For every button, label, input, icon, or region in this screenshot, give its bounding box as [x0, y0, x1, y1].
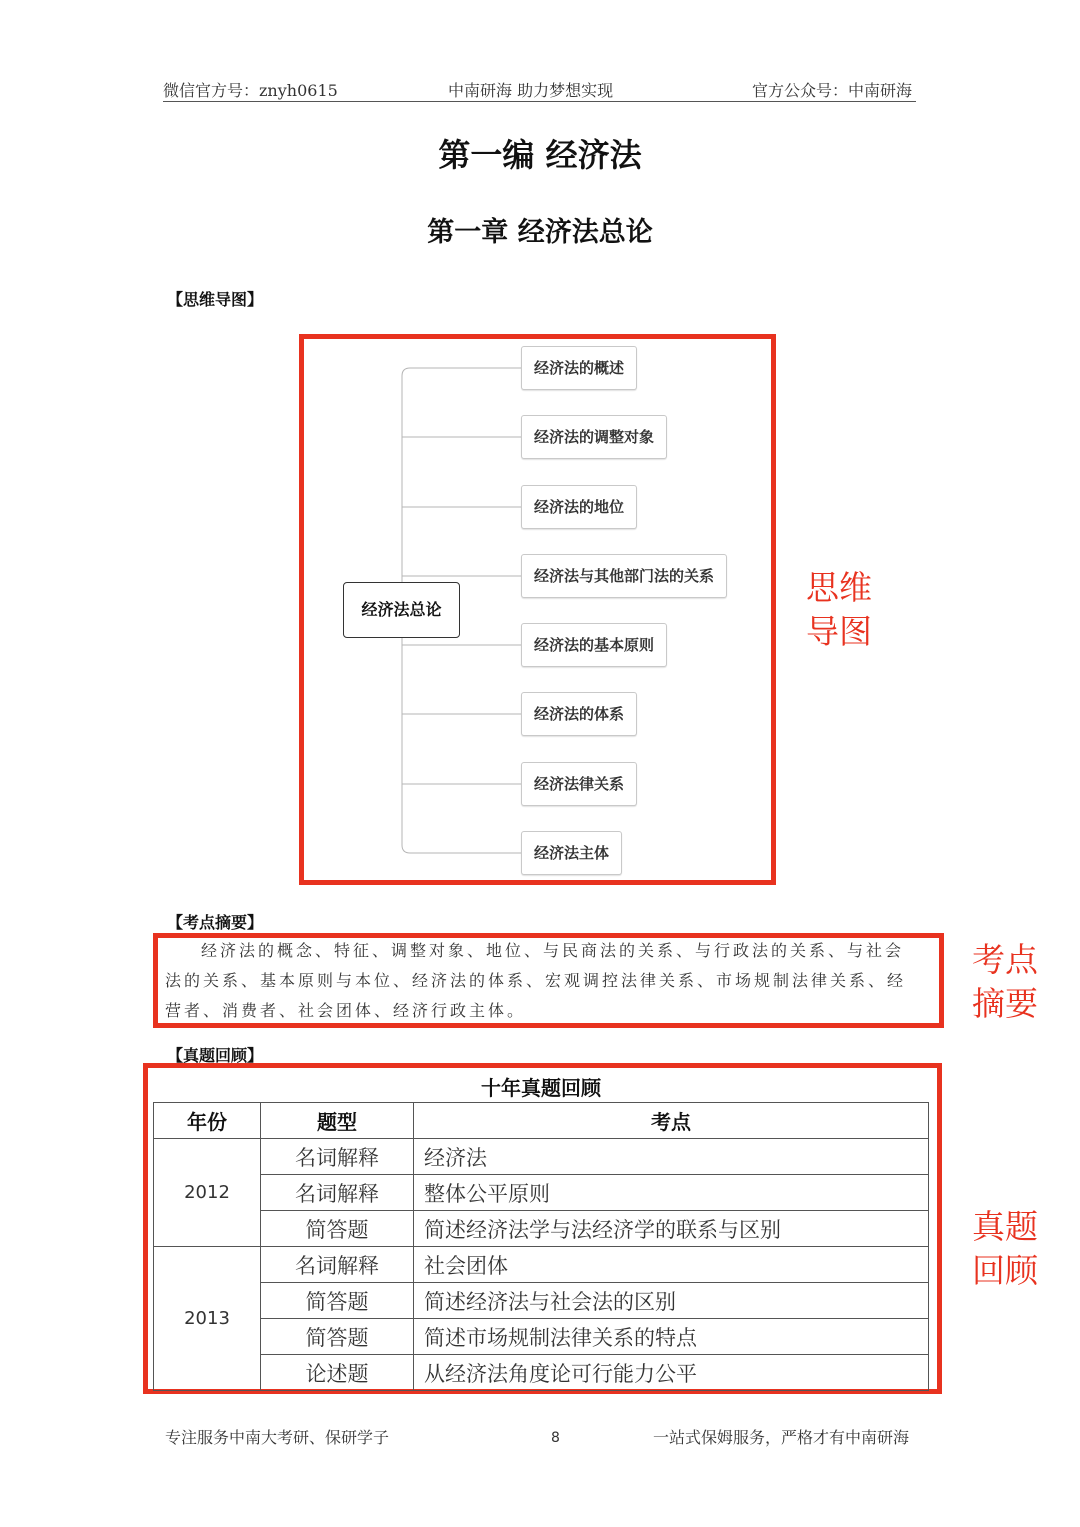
point-cell: 经济法 — [414, 1139, 929, 1175]
footer-right: 一站式保姆服务，严格才有中南研海 — [653, 1428, 910, 1447]
mindmap-node-status: 经济法的地位 — [521, 485, 637, 529]
annotation-mindmap-line1: 思维 — [806, 568, 872, 607]
table-row — [154, 1283, 929, 1319]
type-cell: 简答题 — [261, 1319, 414, 1355]
point-cell: 简述市场规制法律关系的特点 — [414, 1319, 929, 1355]
table-header-year: 年份 — [154, 1103, 261, 1139]
annotation-review — [972, 1205, 1038, 1293]
header-center: 中南研海 助力梦想实现 — [448, 81, 614, 100]
type-cell: 名词解释 — [261, 1139, 414, 1175]
type-cell: 名词解释 — [261, 1247, 414, 1283]
header-left: 微信官方号：znyh0615 — [163, 81, 338, 100]
mindmap-node-relations: 经济法与其他部门法的关系 — [521, 554, 727, 598]
summary-paragraph — [165, 936, 910, 1026]
annotation-review-line1: 真题 — [972, 1207, 1038, 1246]
type-cell: 简答题 — [261, 1283, 414, 1319]
section-mindmap-heading: 【思维导图】 — [167, 290, 264, 309]
table-row — [154, 1211, 929, 1247]
mindmap-node-system: 经济法的体系 — [521, 692, 637, 736]
chapter-title: 第一章 经济法总论 — [427, 217, 653, 248]
table-header-type: 题型 — [261, 1103, 414, 1139]
mindmap-node-objects: 经济法的调整对象 — [521, 415, 667, 459]
point-cell: 整体公平原则 — [414, 1175, 929, 1211]
table-row — [154, 1319, 929, 1355]
exam-review-table — [153, 1070, 929, 1391]
connector-8 — [402, 611, 521, 853]
annotation-mindmap-line2: 导图 — [806, 612, 872, 651]
point-cell: 简述经济法与社会法的区别 — [414, 1283, 929, 1319]
type-cell: 简答题 — [261, 1211, 414, 1247]
mindmap-node-overview: 经济法的概述 — [521, 346, 637, 390]
part-title: 第一编 经济法 — [438, 136, 642, 174]
annotation-review-line2: 回顾 — [972, 1251, 1038, 1290]
annotation-mindmap — [806, 566, 872, 654]
point-cell: 社会团体 — [414, 1247, 929, 1283]
point-cell: 从经济法角度论可行能力公平 — [414, 1355, 929, 1391]
type-cell: 论述题 — [261, 1355, 414, 1391]
section-summary-heading: 【考点摘要】 — [167, 913, 264, 932]
annotation-summary-line2: 摘要 — [972, 984, 1038, 1023]
point-cell: 简述经济法学与法经济学的联系与区别 — [414, 1211, 929, 1247]
connector-1 — [402, 368, 521, 611]
header-right: 官方公众号：中南研海 — [752, 81, 913, 100]
page-number: 8 — [551, 1430, 560, 1446]
year-cell: 2013 — [154, 1247, 261, 1391]
annotation-summary — [972, 938, 1038, 1026]
table-row — [154, 1175, 929, 1211]
table-row — [154, 1139, 929, 1175]
section-review-heading: 【真题回顾】 — [167, 1046, 264, 1065]
mindmap-node-subjects: 经济法主体 — [521, 831, 622, 875]
type-cell: 名词解释 — [261, 1175, 414, 1211]
mindmap-node-principles: 经济法的基本原则 — [521, 623, 667, 667]
table-row — [154, 1247, 929, 1283]
year-cell: 2012 — [154, 1139, 261, 1247]
table-caption: 十年真题回顾 — [154, 1070, 929, 1103]
mindmap-node-legal-relations: 经济法律关系 — [521, 762, 637, 806]
table-row — [154, 1355, 929, 1391]
table-header-point: 考点 — [414, 1103, 929, 1139]
annotation-summary-line1: 考点 — [972, 940, 1038, 979]
footer-left: 专注服务中南大考研、保研学子 — [165, 1428, 390, 1447]
summary-text: 经济法的概念、特征、调整对象、地位、与民商法的关系、与行政法的关系、与社会法的关系、基本原则与本位、经济法的体系、宏观调控法律关系、市场规制法律关系、经营者、消费者、社会团体、经济行政主体。 — [165, 941, 907, 1020]
mindmap-root-node: 经济法总论 — [343, 582, 460, 638]
